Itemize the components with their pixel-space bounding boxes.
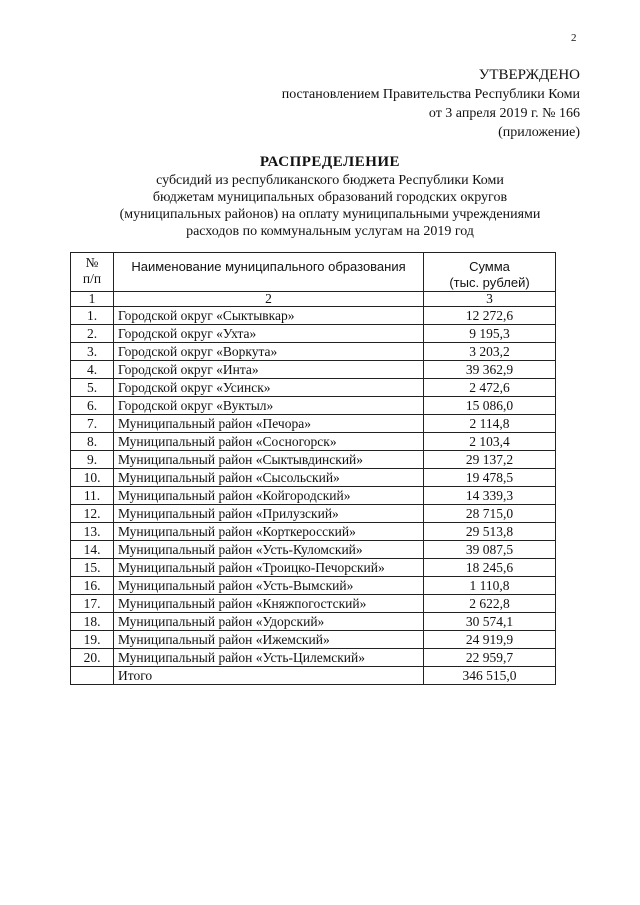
row-name: Муниципальный район «Усть-Куломский» (114, 541, 424, 559)
document-subtitle-line: бюджетам муниципальных образований городских округов (152, 190, 508, 205)
row-number: 4. (71, 361, 114, 379)
header-number-line-2: п/п (82, 271, 102, 286)
row-name: Муниципальный район «Удорский» (114, 613, 424, 631)
table-row (71, 397, 556, 415)
distribution-table (70, 252, 556, 685)
row-number: 2. (71, 325, 114, 343)
document-title-block (60, 152, 600, 240)
approval-line-2: от 3 апреля 2019 г. № 166 (428, 106, 580, 121)
total-row (71, 667, 556, 685)
column-number: 2 (114, 292, 424, 307)
row-number: 15. (71, 559, 114, 577)
row-name: Муниципальный район «Печора» (114, 415, 424, 433)
row-number: 6. (71, 397, 114, 415)
row-name: Городской округ «Инта» (114, 361, 424, 379)
table-row (71, 487, 556, 505)
row-name: Муниципальный район «Сыктывдинский» (114, 451, 424, 469)
column-number-row (71, 292, 556, 307)
row-sum: 28 715,0 (424, 505, 556, 523)
row-number: 12. (71, 505, 114, 523)
row-name: Муниципальный район «Усть-Вымский» (114, 577, 424, 595)
document-subtitle-line: расходов по коммунальным услугам на 2019 год (186, 224, 474, 239)
row-name: Муниципальный район «Сысольский» (114, 469, 424, 487)
table-row (71, 451, 556, 469)
row-name: Муниципальный район «Корткеросский» (114, 523, 424, 541)
row-sum: 22 959,7 (424, 649, 556, 667)
column-number: 1 (71, 292, 114, 307)
total-number-cell (71, 667, 114, 685)
row-sum: 9 195,3 (424, 325, 556, 343)
row-number: 3. (71, 343, 114, 361)
table-row (71, 361, 556, 379)
row-name: Муниципальный район «Сосногорск» (114, 433, 424, 451)
row-number: 19. (71, 631, 114, 649)
table-row (71, 631, 556, 649)
row-sum: 2 472,6 (424, 379, 556, 397)
row-sum: 1 110,8 (424, 577, 556, 595)
row-sum: 2 622,8 (424, 595, 556, 613)
row-number: 7. (71, 415, 114, 433)
row-sum: 29 137,2 (424, 451, 556, 469)
row-sum: 12 272,6 (424, 307, 556, 325)
row-number: 13. (71, 523, 114, 541)
table-row (71, 379, 556, 397)
row-sum: 19 478,5 (424, 469, 556, 487)
document-subtitle-line: субсидий из республиканского бюджета Республики Коми (156, 173, 504, 188)
row-name: Городской округ «Ухта» (114, 325, 424, 343)
header-sum-line-2: (тыс. рублей) (449, 275, 530, 290)
row-sum: 18 245,6 (424, 559, 556, 577)
row-name: Муниципальный район «Троицко-Печорский» (114, 559, 424, 577)
row-number: 18. (71, 613, 114, 631)
row-sum: 30 574,1 (424, 613, 556, 631)
total-label: Итого (114, 667, 424, 685)
row-number: 11. (71, 487, 114, 505)
row-sum: 29 513,8 (424, 523, 556, 541)
document-subtitle-line: (муниципальных районов) на оплату муниципальными учреждениями (119, 207, 541, 222)
table-row (71, 595, 556, 613)
table-row (71, 469, 556, 487)
header-number-line-1: № (85, 255, 99, 270)
document-title: РАСПРЕДЕЛЕНИЕ (259, 154, 401, 170)
row-name: Городской округ «Вуктыл» (114, 397, 424, 415)
table-header-row (71, 253, 556, 292)
table-row (71, 523, 556, 541)
row-number: 5. (71, 379, 114, 397)
row-number: 14. (71, 541, 114, 559)
row-name: Городской округ «Сыктывкар» (114, 307, 424, 325)
row-sum: 15 086,0 (424, 397, 556, 415)
row-number: 16. (71, 577, 114, 595)
column-number: 3 (424, 292, 556, 307)
table-row (71, 613, 556, 631)
table-row (71, 307, 556, 325)
row-name: Городской округ «Усинск» (114, 379, 424, 397)
table-row (71, 343, 556, 361)
row-sum: 2 103,4 (424, 433, 556, 451)
row-sum: 14 339,3 (424, 487, 556, 505)
row-number: 10. (71, 469, 114, 487)
table-body (71, 307, 556, 667)
row-name: Муниципальный район «Княжпогостский» (114, 595, 424, 613)
row-sum: 39 087,5 (424, 541, 556, 559)
header-sum (424, 253, 556, 292)
row-sum: 24 919,9 (424, 631, 556, 649)
approval-stamp (282, 66, 580, 142)
header-number (71, 253, 114, 292)
row-sum: 3 203,2 (424, 343, 556, 361)
row-name: Муниципальный район «Койгородский» (114, 487, 424, 505)
total-sum: 346 515,0 (424, 667, 556, 685)
row-name: Муниципальный район «Прилузский» (114, 505, 424, 523)
table-row (71, 577, 556, 595)
header-name: Наименование муниципального образования (114, 253, 424, 292)
table-row (71, 541, 556, 559)
table-row (71, 559, 556, 577)
row-name: Муниципальный район «Ижемский» (114, 631, 424, 649)
row-sum: 2 114,8 (424, 415, 556, 433)
table-row (71, 415, 556, 433)
row-number: 17. (71, 595, 114, 613)
header-sum-line-1: Сумма (469, 259, 510, 274)
row-number: 8. (71, 433, 114, 451)
row-sum: 39 362,9 (424, 361, 556, 379)
table-row (71, 325, 556, 343)
approval-line-3: (приложение) (498, 125, 580, 140)
table-row (71, 433, 556, 451)
table-row (71, 649, 556, 667)
approval-head: УТВЕРЖДЕНО (478, 67, 580, 83)
row-number: 20. (71, 649, 114, 667)
table-row (71, 505, 556, 523)
row-name: Городской округ «Воркута» (114, 343, 424, 361)
page-number: 2 (571, 32, 577, 44)
row-number: 9. (71, 451, 114, 469)
row-number: 1. (71, 307, 114, 325)
approval-line-1: постановлением Правительства Республики Коми (281, 87, 580, 102)
row-name: Муниципальный район «Усть-Цилемский» (114, 649, 424, 667)
